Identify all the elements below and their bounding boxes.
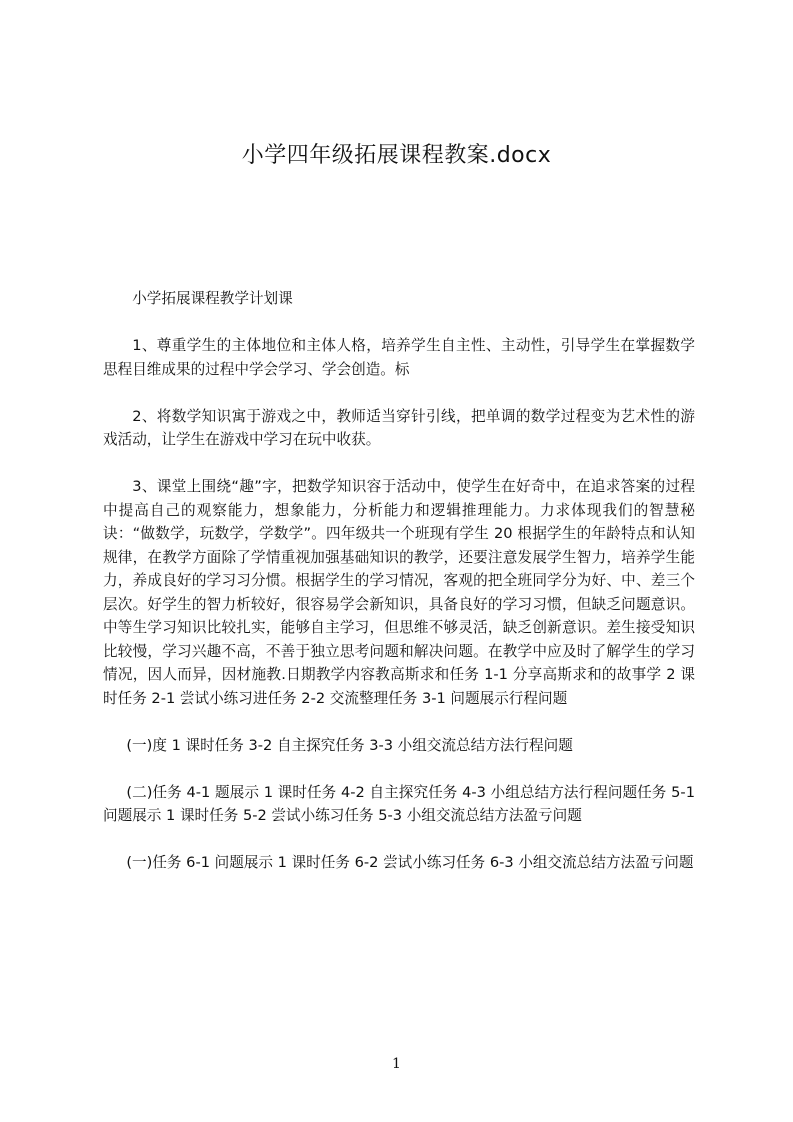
paragraph-4: (一)度 1 课时任务 3-2 自主探究任务 3-3 小组交流总结方法行程问题 bbox=[126, 736, 573, 754]
paragraph-2: 2、将数学知识寓于游戏之中，教师适当穿针引线，把单调的数学过程变为艺术性的游戏活动，让学生在游戏中学习在玩中收获。 bbox=[103, 407, 695, 448]
paragraph-3: 3、课堂上围绕“趣”字，把数学知识容于活动中，使学生在好奇中，在追求答案的过程中提高自己的观察能力，想象能力，分析能力和逻辑推理能力。力求体现我们的智慧秘诀：“做数学，玩数学，学数学”。四年级共一个班现有学生 20 根据学生的年龄特点和认知规律，在教学方面除了学情重视加强基础知识的教学，还要注意发展学生智力，培养学生能力，养成良好的学习习分惯。根据学生的学习情况，客观的把全班同学分为好、中、差三个层次。好学生的智力析较好，很容易学会新知识，具备良好的学习习惯，但缺乏问题意识。中等生学习知识比较扎实，能够自主学习，但思维不够灵活，缺乏创新意识。差生接受知识比较慢，学习兴趣不高，不善于独立思考问题和解决问题。在教学中应及时了解学生的学习情况，因人而异，因材施教.日期教学内容教高斯求和任务 1-1 分享高斯求和的故事学 2 课时任务 2-1 尝试小练习进任务 2-2 交流整理任务 3-1 问题展示行程问题 bbox=[103, 478, 695, 707]
paragraph-5: (二)任务 4-1 题展示 1 课时任务 4-2 自主探究任务 4-3 小组总结方法行程问题任务 5-1 问题展示 1 课时任务 5-2 尝试小练习任务 5-3 小组交流总结方法盈亏问题 bbox=[103, 783, 695, 824]
section-heading: 小学拓展课程教学计划课 bbox=[132, 290, 293, 307]
document-body bbox=[103, 287, 695, 898]
paragraph-1: 1、尊重学生的主体地位和主体人格，培养学生自主性、主动性，引导学生在掌握数学思程目维成果的过程中学会学习、学会创造。标 bbox=[103, 337, 695, 378]
page-number: 1 bbox=[392, 1056, 401, 1072]
paragraph-6: (一)任务 6-1 问题展示 1 课时任务 6-2 尝试小练习任务 6-3 小组交流总结方法盈亏问题 bbox=[126, 854, 694, 871]
document-title: 小学四年级拓展课程教案.docx bbox=[241, 143, 552, 168]
